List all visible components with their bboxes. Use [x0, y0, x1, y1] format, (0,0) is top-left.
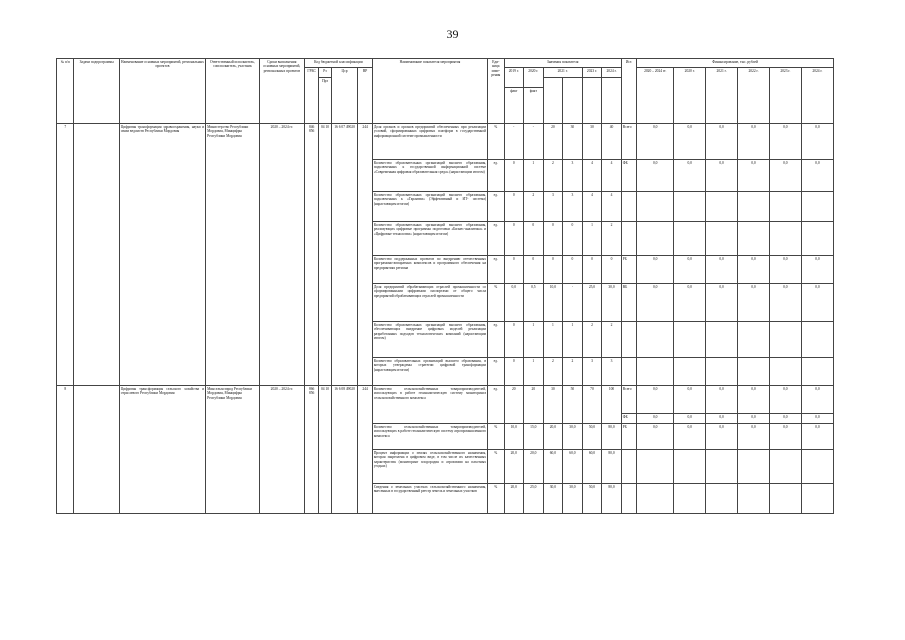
header-f-total: 2020 – 2024 гг.: [637, 68, 674, 124]
source-cell: [621, 450, 636, 484]
finance-cell: [769, 450, 801, 484]
source-cell: Всего: [621, 124, 636, 160]
value-cell: 10,0: [543, 284, 563, 322]
indicator-name: Количество сельскохозяйственных товаропроизводителей, использующих в работе геоаналитическую систему мониторинга сельскохозяйственного комплекса: [372, 386, 487, 424]
finance-cell: 0,0: [801, 414, 833, 424]
finance-cell: [706, 358, 738, 386]
value-cell: 0: [602, 256, 622, 284]
finance-cell: 0,0: [674, 256, 706, 284]
executor-name: Минсельхозпрод Республики Мордовия, Минцифры Республики Мордовия: [206, 386, 260, 514]
value-cell: 0: [563, 222, 583, 256]
value-cell: -: [563, 284, 583, 322]
rz-cell: 04 10: [319, 124, 331, 386]
value-cell: 80,0: [602, 484, 622, 514]
finance-cell: 0,0: [637, 424, 674, 450]
header-prz: Прз: [319, 78, 331, 124]
source-cell: РБ: [621, 256, 636, 284]
finance-cell: [706, 484, 738, 514]
header-vr: ВР: [358, 68, 372, 124]
finance-cell: [801, 358, 833, 386]
unit-cell: ед.: [488, 192, 504, 222]
page-number: 39: [446, 27, 459, 41]
value-cell: 30: [563, 124, 583, 160]
finance-cell: 0,0: [637, 160, 674, 192]
finance-cell: [801, 192, 833, 222]
finance-cell: 0,0: [769, 424, 801, 450]
finance-cell: [801, 322, 833, 358]
finance-cell: 0,0: [738, 424, 770, 450]
finance-cell: 0,0: [706, 124, 738, 160]
vr-cell: 244: [358, 386, 372, 514]
value-cell: 60,0: [563, 450, 583, 484]
finance-cell: 0,0: [801, 424, 833, 450]
finance-cell: [637, 222, 674, 256]
unit-cell: ед.: [488, 160, 504, 192]
finance-cell: 0,0: [801, 256, 833, 284]
finance-cell: [637, 192, 674, 222]
unit-cell: %: [488, 284, 504, 322]
finance-cell: 0,0: [674, 414, 706, 424]
header-terms: Сроки выполнения основных мероприятий, региональных проектов: [259, 59, 304, 124]
header-blank-3: [582, 78, 602, 124]
block-number: 8: [57, 386, 74, 514]
finance-cell: 0,0: [738, 256, 770, 284]
value-cell: 1: [563, 322, 583, 358]
header-fact-2020: факт: [524, 88, 544, 124]
indicator-name: Количество образовательных организаций высшего образования, обеспечивающих внедрение цифровых моделей реализации разработанных подходов технологических компаний (нарастающим итогом): [372, 322, 487, 358]
value-cell: 1: [524, 322, 544, 358]
finance-cell: [738, 358, 770, 386]
value-cell: 0,5: [524, 284, 544, 322]
finance-cell: 0,0: [738, 386, 770, 414]
finance-cell: 0,0: [674, 424, 706, 450]
value-cell: 20: [504, 386, 524, 424]
finance-cell: [801, 450, 833, 484]
finance-cell: [706, 322, 738, 358]
finance-cell: [769, 484, 801, 514]
indicator-name: Количество сельскохозяйственных товаропроизводителей, использующих в работе геоаналитическую систему агропромышленного комплекса: [372, 424, 487, 450]
unit-cell: %: [488, 450, 504, 484]
value-cell: 0: [504, 160, 524, 192]
value-cell: 20,0: [524, 450, 544, 484]
measure-name: Цифровая трансформация здравоохранения, науки и связи ведомств Республики Мордовия: [119, 124, 205, 386]
value-cell: 80,0: [602, 424, 622, 450]
value-cell: 0,0: [504, 284, 524, 322]
csr-cell: 16 6 07 49020: [331, 124, 358, 386]
unit-cell: ед.: [488, 222, 504, 256]
value-cell: 1: [524, 160, 544, 192]
value-cell: 30,0: [543, 484, 563, 514]
finance-cell: [738, 484, 770, 514]
header-blank-2: [563, 78, 583, 124]
source-cell: ВБ: [621, 284, 636, 322]
header-y2024: 2024 г.: [602, 68, 622, 78]
header-grbs: ГРБС: [304, 68, 318, 124]
value-cell: 50,0: [582, 484, 602, 514]
value-cell: 50,0: [582, 424, 602, 450]
value-cell: 0: [524, 222, 544, 256]
finance-cell: 0,0: [801, 284, 833, 322]
finance-cell: 0,0: [706, 386, 738, 414]
value-cell: 2: [602, 222, 622, 256]
value-cell: 3: [563, 160, 583, 192]
grbs-cell: 866 856: [304, 386, 318, 514]
source-cell: [621, 192, 636, 222]
finance-cell: [706, 450, 738, 484]
subprogram-cell: [74, 124, 119, 386]
header-blank-4: [602, 78, 622, 124]
unit-cell: %: [488, 424, 504, 450]
value-cell: 2: [602, 322, 622, 358]
indicator-name: Количество образовательных организаций высшего образования, подключенных к государственной информационной системе «Современная цифровая образовательная среда» (нарастающим итогом): [372, 160, 487, 192]
finance-cell: 0,0: [769, 160, 801, 192]
value-cell: 3: [582, 358, 602, 386]
header-measure: Наименование основных мероприятий, региональных проектов: [119, 59, 205, 124]
finance-cell: [769, 322, 801, 358]
indicator-name: Процент информации о землях сельскохозяйственного назначения, которая закреплена в цифровом виде, в том числе их качественных характеристик (мониторинг плодородия и агрохимии на пахотных угодьях): [372, 450, 487, 484]
value-cell: 25,0: [582, 284, 602, 322]
finance-cell: 0,0: [738, 284, 770, 322]
value-cell: 1: [582, 222, 602, 256]
value-cell: 70: [582, 386, 602, 424]
indicator-name: Количество образовательных организаций высшего образования, подключенных к «Гарантии» (Эффективный и ИТ- система) (нарастающим итогом): [372, 192, 487, 222]
source-cell: [621, 322, 636, 358]
value-cell: 0: [543, 222, 563, 256]
finance-cell: [769, 358, 801, 386]
value-cell: 50: [563, 386, 583, 424]
unit-cell: %: [488, 484, 504, 514]
unit-cell: ед.: [488, 358, 504, 386]
finance-cell: [674, 222, 706, 256]
finance-cell: 0,0: [769, 414, 801, 424]
finance-cell: 0,0: [674, 284, 706, 322]
value-cell: 20,0: [504, 484, 524, 514]
value-cell: 30: [582, 124, 602, 160]
value-cell: 0: [524, 256, 544, 284]
finance-cell: 0,0: [637, 256, 674, 284]
finance-cell: [637, 322, 674, 358]
finance-cell: [706, 192, 738, 222]
terms-cell: 2020 – 2024 гг.: [259, 124, 304, 386]
value-cell: 2: [543, 358, 563, 386]
finance-cell: 0,0: [801, 124, 833, 160]
value-cell: 0: [504, 256, 524, 284]
vr-cell: 244: [358, 124, 372, 386]
value-cell: 4: [582, 192, 602, 222]
finance-cell: [637, 484, 674, 514]
header-indicator: Наименование показателя мероприятия: [372, 59, 487, 124]
terms-cell: 2020 – 2024 гг.: [259, 386, 304, 514]
finance-cell: [674, 358, 706, 386]
value-cell: 25,0: [524, 484, 544, 514]
value-cell: 2: [563, 358, 583, 386]
block-number: 7: [57, 124, 74, 386]
header-finance: Финансирование, тыс. рублей: [637, 59, 834, 68]
header-blank-1: [543, 78, 563, 124]
source-cell: [621, 222, 636, 256]
unit-cell: ед.: [488, 386, 504, 424]
indicator-name: Доля предприятий обрабатывающих отраслей промышленности со сформированными цифровыми паспортами от общего числа предприятий обрабатывающих отраслей промышленности: [372, 284, 487, 322]
grbs-cell: 846 856: [304, 124, 318, 386]
header-y2023: 2023 г.: [582, 68, 602, 78]
table-row: [57, 386, 834, 414]
unit-cell: %: [488, 124, 504, 160]
value-cell: 20: [543, 124, 563, 160]
indicator-name: Количество образовательных организаций высшего образования, в которых утверждены стратегии цифровой трансформации (нарастающим итогом): [372, 358, 487, 386]
value-cell: 1: [543, 322, 563, 358]
value-cell: 0: [504, 358, 524, 386]
value-cell: 1: [524, 358, 544, 386]
value-cell: 2: [582, 322, 602, 358]
finance-cell: [674, 484, 706, 514]
source-cell: Всего: [621, 386, 636, 414]
finance-cell: [738, 322, 770, 358]
subprogram-cell: [74, 386, 119, 514]
value-cell: 0: [504, 192, 524, 222]
unit-cell: ед.: [488, 256, 504, 284]
value-cell: 20,0: [504, 450, 524, 484]
finance-cell: [738, 222, 770, 256]
header-y2020: 2020 г.: [524, 68, 544, 88]
finance-cell: 0,0: [706, 424, 738, 450]
indicator-name: Количество образовательных организаций высшего образования, реализующих цифровые программы подготовки «Бизнес-аналитика» и «Цифровые технологии» (нарастающим итогом): [372, 222, 487, 256]
source-cell: РБ: [621, 424, 636, 450]
header-subprogram: Задачи подпрограммы: [74, 59, 119, 124]
header-executor: Ответственный исполнитель, соисполнитель, участник: [206, 59, 260, 124]
source-cell: [621, 484, 636, 514]
finance-cell: [706, 222, 738, 256]
finance-cell: 0,0: [706, 414, 738, 424]
finance-cell: 0,0: [706, 256, 738, 284]
finance-cell: [674, 192, 706, 222]
finance-cell: 0,0: [637, 284, 674, 322]
value-cell: 80,0: [602, 450, 622, 484]
value-cell: 3: [563, 192, 583, 222]
value-cell: 3: [602, 358, 622, 386]
csr-cell: 16 6 08 49020: [331, 386, 358, 514]
value-cell: 0: [504, 222, 524, 256]
finance-cell: 0,0: [769, 256, 801, 284]
value-cell: 40: [602, 124, 622, 160]
header-csr: Цср: [331, 68, 358, 124]
value-cell: 4: [582, 160, 602, 192]
value-cell: -: [524, 124, 544, 160]
header-f2020: 2020 г.: [674, 68, 706, 124]
value-cell: 2: [524, 192, 544, 222]
finance-cell: [801, 484, 833, 514]
finance-cell: 0,0: [674, 386, 706, 414]
header-f2023: 2023 г.: [769, 68, 801, 124]
finance-cell: 0,0: [769, 124, 801, 160]
value-cell: 0: [543, 256, 563, 284]
finance-cell: [674, 450, 706, 484]
finance-cell: 0,0: [769, 284, 801, 322]
finance-cell: 0,0: [738, 124, 770, 160]
header-values: Значения показателя: [504, 59, 621, 68]
finance-cell: 0,0: [637, 386, 674, 414]
header-y2021: 2021 г.: [543, 68, 582, 78]
header-unit: Еди- ница изме- рения: [488, 59, 504, 124]
header-num: № п/п: [57, 59, 74, 124]
value-cell: 60,0: [543, 450, 563, 484]
finance-cell: [674, 322, 706, 358]
value-cell: 20,0: [543, 424, 563, 450]
finance-cell: 0,0: [637, 124, 674, 160]
header-f2021: 2021 г.: [706, 68, 738, 124]
finance-cell: [738, 450, 770, 484]
finance-cell: 0,0: [674, 160, 706, 192]
finance-cell: 0,0: [738, 414, 770, 424]
source-cell: ФБ: [621, 414, 636, 424]
measure-name: Цифровая трансформация сельского хозяйства и отраслевого Республики Мордовия: [119, 386, 205, 514]
header-ist: Ист.: [621, 59, 636, 124]
value-cell: -: [504, 124, 524, 160]
finance-cell: [637, 450, 674, 484]
value-cell: 20: [524, 386, 544, 424]
value-cell: 4: [602, 192, 622, 222]
finance-cell: 0,0: [769, 386, 801, 414]
indicator-name: Сведения о земельных участках сельскохозяйственного назначения, внесенных в государственный реестр земель и земельных участков: [372, 484, 487, 514]
value-cell: 2: [543, 160, 563, 192]
value-cell: 30,0: [602, 284, 622, 322]
value-cell: 0: [504, 322, 524, 358]
value-cell: 30: [543, 386, 563, 424]
finance-cell: [769, 222, 801, 256]
value-cell: 4: [602, 160, 622, 192]
indicator-name: Доля органов и органов предприятий обеспеченных при реализации условий, сформированных цифровых платформ в государственной информационной системе промышленности: [372, 124, 487, 160]
header-f2022: 2022 г.: [738, 68, 770, 124]
header-rz: Рз: [319, 68, 331, 78]
value-cell: 0: [563, 256, 583, 284]
header-y2019: 2019 г.: [504, 68, 524, 88]
finance-cell: 0,0: [637, 414, 674, 424]
program-table: [56, 58, 834, 514]
header-f2024: 2024 г.: [801, 68, 833, 124]
finance-cell: 0,0: [738, 160, 770, 192]
value-cell: 30,0: [563, 424, 583, 450]
finance-cell: 0,0: [801, 160, 833, 192]
indicator-name: Количество поддержанных проектов по внедрению отечественных программно-аппаратных комплексов и программного обеспечения на предприятиях региона: [372, 256, 487, 284]
finance-cell: [769, 192, 801, 222]
rz-cell: 04 10: [319, 386, 331, 514]
source-cell: [621, 358, 636, 386]
finance-cell: [637, 358, 674, 386]
finance-cell: 0,0: [801, 386, 833, 414]
finance-cell: 0,0: [706, 284, 738, 322]
value-cell: 100: [602, 386, 622, 424]
table-row: [57, 124, 834, 160]
header-kbk: Код бюджетной классификации: [304, 59, 372, 68]
executor-name: Министерство Республики Мордовия, Минцифры Республики Мордовия: [206, 124, 260, 386]
source-cell: ФБ: [621, 160, 636, 192]
finance-cell: 0,0: [674, 124, 706, 160]
value-cell: 3: [543, 192, 563, 222]
value-cell: 0: [582, 256, 602, 284]
value-cell: 60,0: [582, 450, 602, 484]
header-fact-2019: факт: [504, 88, 524, 124]
value-cell: 15,0: [524, 424, 544, 450]
unit-cell: ед.: [488, 322, 504, 358]
finance-cell: 0,0: [706, 160, 738, 192]
value-cell: 30,0: [563, 484, 583, 514]
value-cell: 10,0: [504, 424, 524, 450]
finance-cell: [738, 192, 770, 222]
finance-cell: [801, 222, 833, 256]
